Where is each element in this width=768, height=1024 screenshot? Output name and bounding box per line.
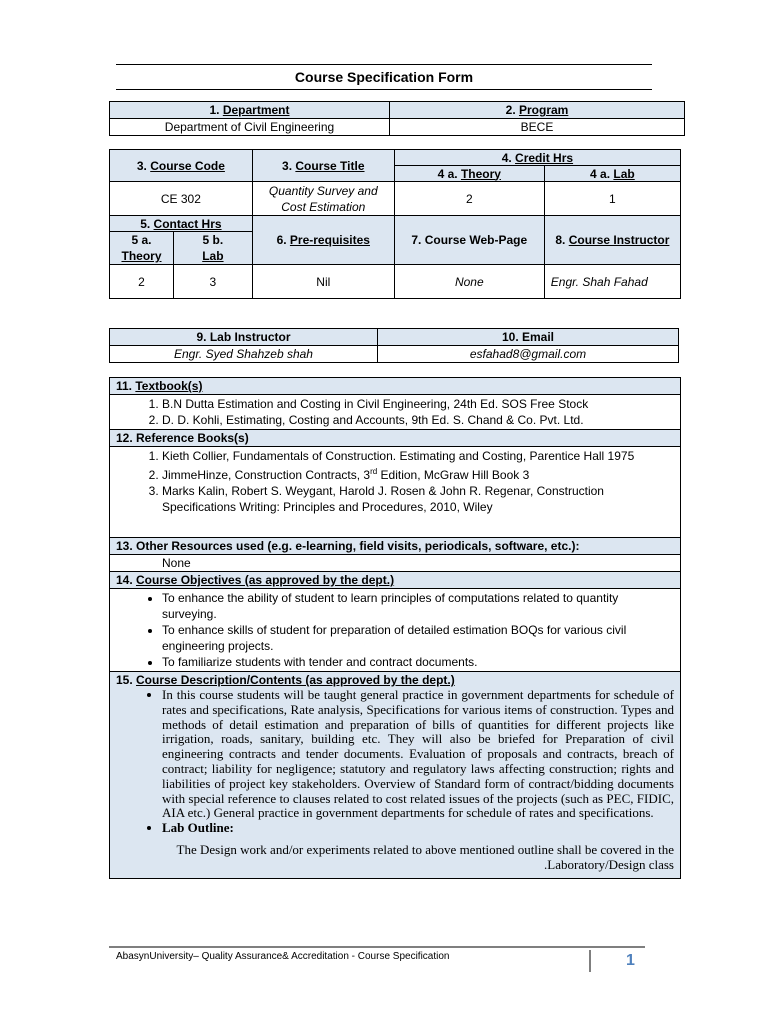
prerequisites-header: 6. Pre-requisites bbox=[252, 216, 394, 265]
list-item: 1. Kieth Collier, Fundamentals of Construction. Estimating and Costing, Parentice Hall 1975 bbox=[162, 448, 680, 464]
list-item: 1. B.N Dutta Estimation and Costing in Civil Engineering, 24th Ed. SOS Free Stock bbox=[162, 396, 680, 412]
reference-books-list bbox=[110, 448, 680, 515]
program-header: 2. Program bbox=[390, 102, 685, 119]
lab-outline-line: .Laboratory/Design class bbox=[544, 856, 674, 872]
web-page-header: 7. Course Web-Page bbox=[394, 216, 544, 265]
list-item: • To familiarize students with tender and contract documents. bbox=[162, 654, 680, 670]
credit-theory-header: 4 a. Theory bbox=[394, 166, 544, 182]
lab-outline-line: The Design work and/or experiments related to above mentioned outline shall be covered in the bbox=[176, 841, 674, 857]
email-header: 10. Email bbox=[378, 329, 679, 346]
other-resources-value: None bbox=[110, 555, 680, 572]
contact-lab-value: 3 bbox=[174, 265, 253, 299]
page-number: 1 bbox=[626, 952, 635, 969]
department-table bbox=[109, 101, 685, 136]
footer-text: AbasynUniversity– Quality Assurance& Accreditation - Course Specification bbox=[116, 951, 450, 962]
department-header: 1. Department bbox=[110, 102, 390, 119]
contact-hrs-header: 5. Contact Hrs bbox=[110, 216, 253, 232]
objectives-header: 14. Course Objectives (as approved by the dept.) bbox=[110, 572, 680, 589]
details-sections bbox=[109, 377, 681, 879]
description-section bbox=[110, 672, 680, 878]
reference-books-wrap bbox=[110, 447, 680, 538]
web-page-value: None bbox=[394, 265, 544, 299]
prerequisites-value: Nil bbox=[252, 265, 394, 299]
program-value: BECE bbox=[390, 119, 685, 136]
email-value: esfahad8@gmail.com bbox=[378, 346, 679, 363]
list-item: 2. JimmeHinze, Construction Contracts, 3rd Edition, McGraw Hill Book 3 bbox=[162, 464, 680, 483]
list-item: • To enhance the ability of student to learn principles of computations related to quantity surveying. bbox=[162, 590, 680, 622]
description-list bbox=[110, 688, 680, 836]
course-title-header: 3. Course Title bbox=[252, 150, 394, 182]
lab-instructor-header: 9. Lab Instructor bbox=[110, 329, 378, 346]
contact-lab-header: 5 b. Lab bbox=[174, 232, 253, 265]
reference-books-header: 12. Reference Books(s) bbox=[110, 430, 680, 447]
footer-divider bbox=[109, 946, 645, 948]
textbooks-header: 11. Textbook(s) bbox=[110, 378, 680, 395]
contact-theory-value: 2 bbox=[110, 265, 174, 299]
list-item: 3. Marks Kalin, Robert S. Weygant, Harold J. Rosen & John R. Regenar, Construction Specifications Writing: Principles and Procedures, 2010, Wiley bbox=[162, 483, 680, 515]
course-code-value: CE 302 bbox=[110, 182, 253, 216]
instructor-header: 8. Course Instructor bbox=[544, 216, 680, 265]
course-table bbox=[109, 149, 681, 299]
course-code-header: 3. Course Code bbox=[110, 150, 253, 182]
description-header: 15. Course Description/Contents (as approved by the dept.) bbox=[116, 673, 455, 687]
lab-instructor-table bbox=[109, 328, 679, 363]
department-value: Department of Civil Engineering bbox=[110, 119, 390, 136]
lab-outline-text bbox=[110, 836, 680, 878]
instructor-value: Engr. Shah Fahad bbox=[544, 265, 680, 299]
course-title-value: Quantity Survey and Cost Estimation bbox=[252, 182, 394, 216]
description-body: • In this course students will be taught general practice in government departments for schedule of rates and specifications, Rate analysis, Specifications for various items of construction. Types and methods of detail estimation and preparation of bills of quantities for different projects like irrigation, roads, sanitary, building etc. They will also be briefed for Preparation of civil engineering contracts and tender documents. Evaluation of proposals and contracts, breach of contract; liability for negligence; statutory and regulatory laws affecting construction; rights and liabilities of project key stakeholders. Overview of Standard form of contract/bidding documents with special reference to clauses related to cost related issues of the projects (such as PEC, FIDIC, AIA etc.) General practice in government departments for schedule of rates and specifications. bbox=[162, 688, 680, 821]
footer-page-separator bbox=[589, 950, 591, 972]
textbooks-list bbox=[110, 396, 680, 428]
form-title: Course Specification Form bbox=[294, 69, 474, 85]
textbooks-list-wrap bbox=[110, 395, 680, 430]
other-resources-header: 13. Other Resources used (e.g. e-learning, field visits, periodicals, software, etc.): bbox=[110, 538, 680, 555]
credit-lab-value: 1 bbox=[544, 182, 680, 216]
contact-theory-header: 5 a. Theory bbox=[110, 232, 174, 265]
objectives-wrap bbox=[110, 589, 680, 672]
list-item: • To enhance skills of student for preparation of detailed estimation BOQs for various civil engineering projects. bbox=[162, 622, 680, 654]
credit-hrs-header: 4. Credit Hrs bbox=[394, 150, 680, 166]
lab-outline-label: • Lab Outline: bbox=[162, 821, 680, 836]
form-title-bar bbox=[116, 64, 652, 90]
credit-theory-value: 2 bbox=[394, 182, 544, 216]
list-item: 2. D. D. Kohli, Estimating, Costing and Accounts, 9th Ed. S. Chand & Co. Pvt. Ltd. bbox=[162, 412, 680, 428]
objectives-list bbox=[110, 590, 680, 670]
credit-lab-header: 4 a. Lab bbox=[544, 166, 680, 182]
lab-instructor-value: Engr. Syed Shahzeb shah bbox=[110, 346, 378, 363]
